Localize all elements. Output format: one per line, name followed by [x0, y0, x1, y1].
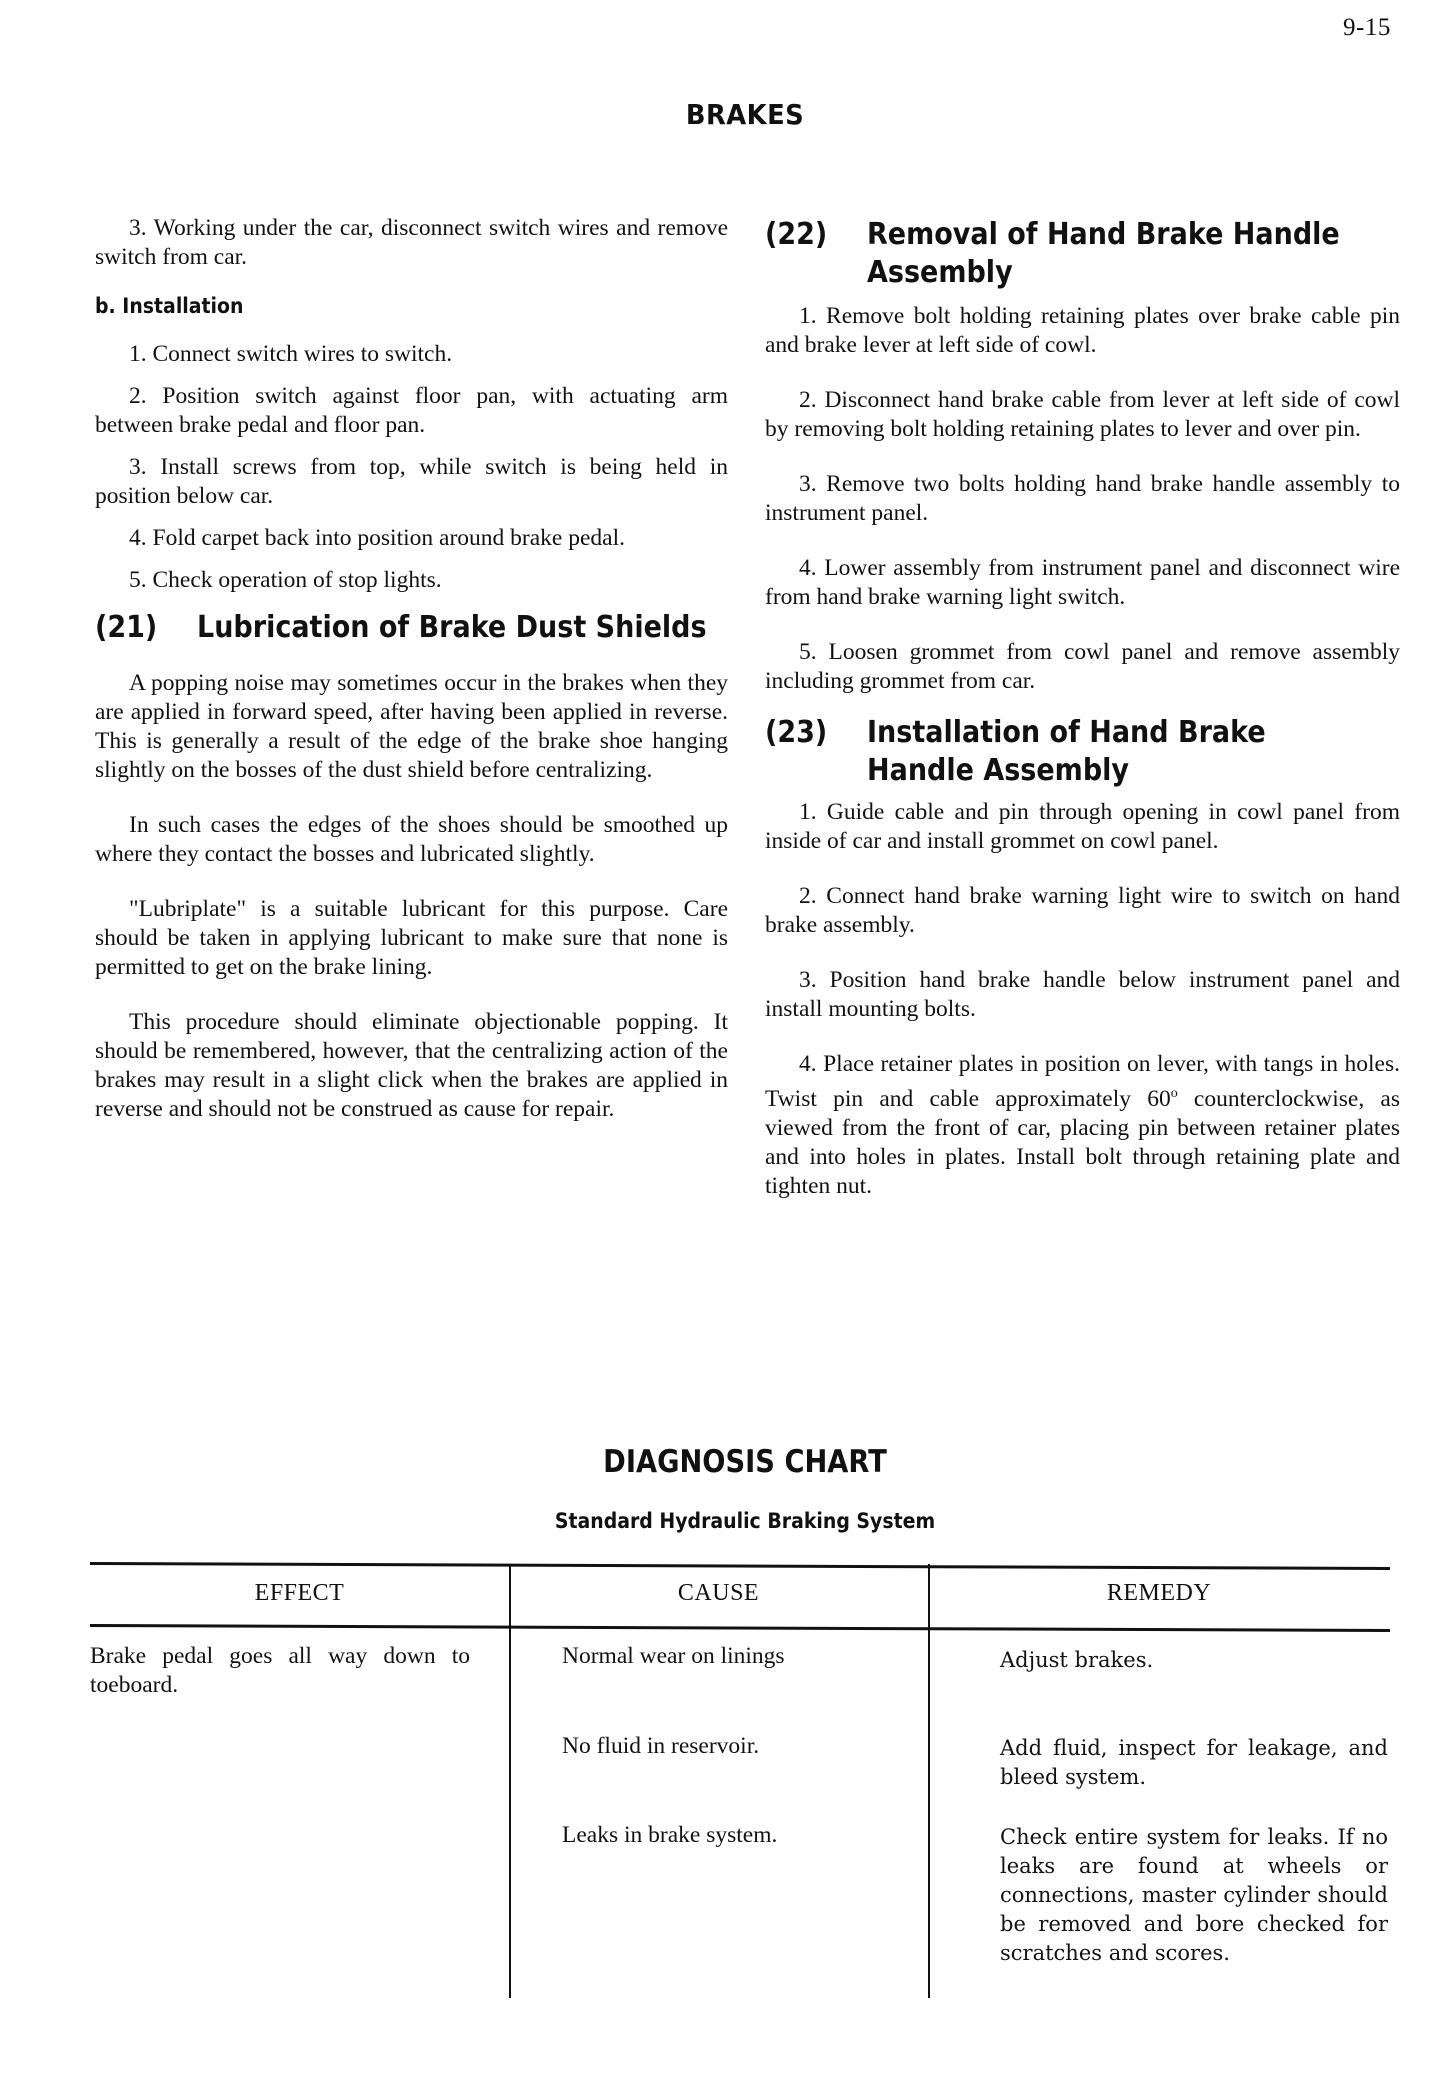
page-number: 9-15 [1343, 14, 1391, 41]
section-23-title-line-1: Installation of Hand Brake [867, 715, 1266, 750]
section-21-title: Lubrication of Brake Dust Shields [197, 610, 707, 645]
row-1-remedy: Adjust brakes. [1000, 1648, 1154, 1672]
section-21-paragraph-2: In such cases the edges of the shoes should be smoothed up where they contact the bosses and lubricated slightly. [95, 812, 728, 867]
column-header-effect: EFFECT [254, 1580, 345, 1606]
section-21-number: (21) [95, 610, 158, 645]
section-21-paragraph-3: "Lubriplate" is a suitable lubricant for this purpose. Care should be taken in applying lubricant to make sure that none is permitted to get on the brake lining. [95, 896, 728, 980]
section-23-step-4-part-2: counterclockwise, as viewed from the front of car, placing pin between retainer plates and into holes in plates. Install bolt through retaining plate and tighten nut. [765, 1085, 1401, 1199]
row-1-effect: Brake pedal goes all way down to toeboard. [90, 1643, 470, 1698]
row-2-remedy: Add fluid, inspect for leakage, and bleed system. [1000, 1736, 1388, 1789]
installation-step-2: 2. Position switch against floor pan, with actuating arm between brake pedal and floor pan. [95, 383, 728, 438]
section-23-heading [765, 714, 1400, 790]
diagnosis-chart-title: DIAGNOSIS CHART [603, 1444, 887, 1480]
section-23-title [867, 714, 1347, 790]
section-22-title [867, 216, 1347, 292]
section-23-title-line-2: Handle Assembly [867, 753, 1129, 788]
installation-step-5: 5. Check operation of stop lights. [129, 567, 442, 593]
section-21-paragraph-1: A popping noise may sometimes occur in the brakes when they are applied in forward speed, after having been applied in reverse. This is generally a result of the edge of the brake shoe hanging slightly on the bosses of the dust shield before centralizing. [95, 670, 728, 783]
installation-step-1: 1. Connect switch wires to switch. [129, 341, 453, 367]
left-column [95, 214, 728, 1124]
row-1-cause: Normal wear on linings [562, 1643, 785, 1669]
removal-step-3: 3. Working under the car, disconnect switch wires and remove switch from car. [95, 215, 728, 270]
diagnosis-chart-subtitle: Standard Hydraulic Braking System [554, 1509, 936, 1533]
column-divider-2 [928, 1564, 930, 1998]
diagnosis-table [90, 1562, 1390, 1998]
column-header-cause: CAUSE [677, 1580, 760, 1606]
installation-step-3: 3. Install screws from top, while switch is being held in position below car. [95, 454, 728, 509]
section-22-title-line-1: Removal of Hand Brake Handle [867, 217, 1340, 252]
section-23-step-4 [765, 1050, 1400, 1201]
section-23-number: (23) [765, 715, 828, 750]
section-23-step-4-part-1: 4. Place retainer plates in position on lever, with tangs in holes. Twist pin and cable approximately 60 [765, 1051, 1400, 1112]
row-3-remedy: Check entire system for leaks. If no leaks are found at wheels or connections, master cylinder should be removed and bore checked for scratches and scores. [1000, 1825, 1388, 1965]
column-divider-1 [509, 1564, 511, 1998]
section-21-paragraph-4: This procedure should eliminate objectionable popping. It should be remembered, however, that the centralizing action of the brakes may result in a slight click when the brakes are applied in reverse and should not be construed as cause for repair. [95, 1009, 728, 1122]
section-22-heading [765, 216, 1400, 292]
table-top-rule [90, 1562, 1390, 1570]
section-22-number: (22) [765, 217, 828, 252]
installation-heading: b. Installation [95, 294, 244, 318]
section-22-title-line-2: Assembly [867, 255, 1013, 290]
section-22-step-3: 3. Remove two bolts holding hand brake handle assembly to instrument panel. [765, 471, 1400, 526]
section-22-step-5: 5. Loosen grommet from cowl panel and remove assembly including grommet from car. [765, 639, 1400, 694]
column-header-remedy: REMEDY [1106, 1580, 1212, 1606]
section-21-heading [95, 609, 728, 647]
section-22-step-4: 4. Lower assembly from instrument panel and disconnect wire from hand brake warning light switch. [765, 555, 1400, 610]
degree-symbol: o [1170, 1086, 1178, 1101]
row-2-cause: No fluid in reservoir. [562, 1733, 760, 1759]
right-column [765, 214, 1400, 1201]
section-23-step-1: 1. Guide cable and pin through opening in cowl panel from inside of car and install grommet on cowl panel. [765, 799, 1400, 854]
section-23-step-3: 3. Position hand brake handle below instrument panel and install mounting bolts. [765, 967, 1400, 1022]
table-header-rule [90, 1624, 1390, 1632]
row-3-cause: Leaks in brake system. [562, 1822, 778, 1848]
installation-step-4: 4. Fold carpet back into position around brake pedal. [129, 525, 625, 551]
page-title: BRAKES [685, 98, 805, 131]
section-23-step-2: 2. Connect hand brake warning light wire to switch on hand brake assembly. [765, 883, 1400, 938]
section-22-step-2: 2. Disconnect hand brake cable from lever at left side of cowl by removing bolt holding retaining plates to lever and over pin. [765, 387, 1400, 442]
section-22-step-1: 1. Remove bolt holding retaining plates over brake cable pin and brake lever at left side of cowl. [765, 303, 1400, 358]
